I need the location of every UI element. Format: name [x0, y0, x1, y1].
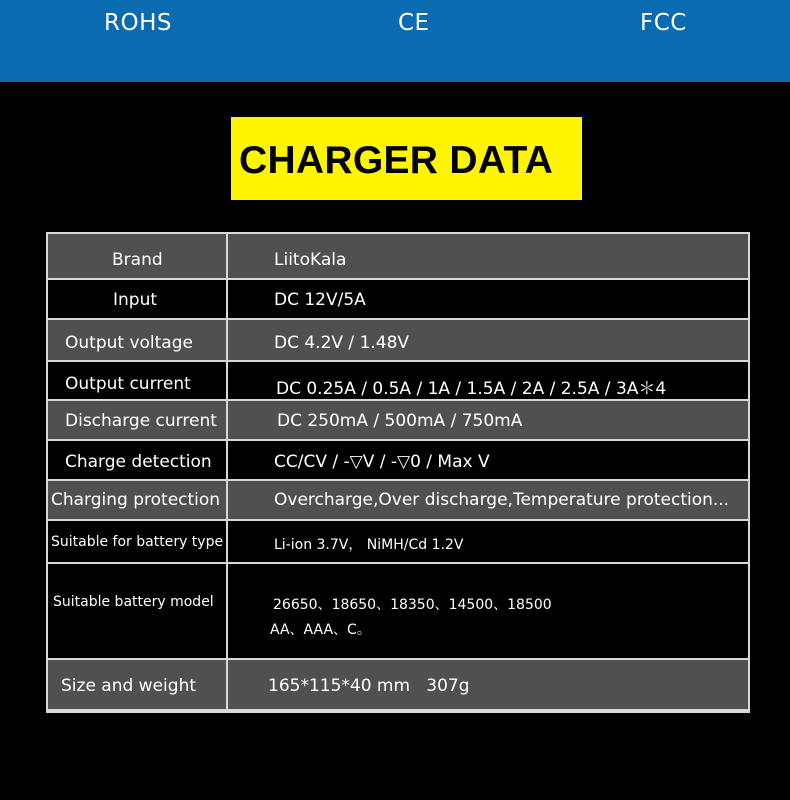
title-banner	[231, 117, 582, 200]
spec-label: Suitable battery model	[53, 594, 214, 610]
spec-label: Input	[113, 290, 158, 310]
cert-fcc: FCC	[640, 10, 687, 36]
spec-row-output-voltage	[48, 320, 748, 362]
spec-value: CC/CV / -▽V / -▽0 / Max V	[274, 452, 490, 472]
spec-value: DC 12V/5A	[274, 290, 366, 310]
spec-row-charging-protection	[48, 481, 748, 521]
spec-row-output-current	[48, 362, 748, 401]
cert-rohs: ROHS	[104, 10, 172, 36]
spec-row-battery-type	[48, 521, 748, 564]
spec-row-discharge-current	[48, 401, 748, 441]
spec-label: Size and weight	[61, 676, 197, 696]
spec-value: DC 4.2V / 1.48V	[274, 333, 410, 353]
spec-value: 165*115*40 mm 307g	[268, 676, 470, 696]
column-divider	[226, 234, 228, 711]
spec-row-input	[48, 280, 748, 320]
spec-row-battery-model	[48, 564, 748, 660]
spec-value: DC 250mA / 500mA / 750mA	[277, 411, 523, 431]
spec-value: DC 0.25A / 0.5A / 1A / 1.5A / 2A / 2.5A / 3A＊4	[276, 379, 667, 399]
spec-value-line2: AA、AAA、C。	[270, 622, 371, 638]
spec-value: LiitoKala	[274, 250, 347, 270]
spec-value: 26650、18650、18350、14500、18500	[273, 597, 552, 613]
spec-label: Suitable for battery type	[51, 534, 224, 550]
spec-label: Output current	[65, 374, 191, 394]
spec-value: Overcharge,Over discharge,Temperature protection...	[274, 490, 730, 510]
spec-label: Output voltage	[65, 333, 193, 353]
spec-row-size-weight	[48, 660, 748, 711]
spec-label: Charging protection	[51, 490, 221, 510]
spec-row-brand	[48, 234, 748, 280]
spec-row-charge-detection	[48, 441, 748, 481]
spec-table	[46, 232, 750, 713]
page-title: CHARGER DATA	[239, 139, 554, 182]
spec-label: Brand	[112, 250, 163, 270]
spec-label: Discharge current	[65, 411, 217, 431]
spec-value: Li-ion 3.7V， NiMH/Cd 1.2V	[274, 537, 464, 553]
spec-label: Charge detection	[65, 452, 212, 472]
certification-bar	[0, 0, 790, 82]
cert-ce: CE	[398, 10, 430, 36]
